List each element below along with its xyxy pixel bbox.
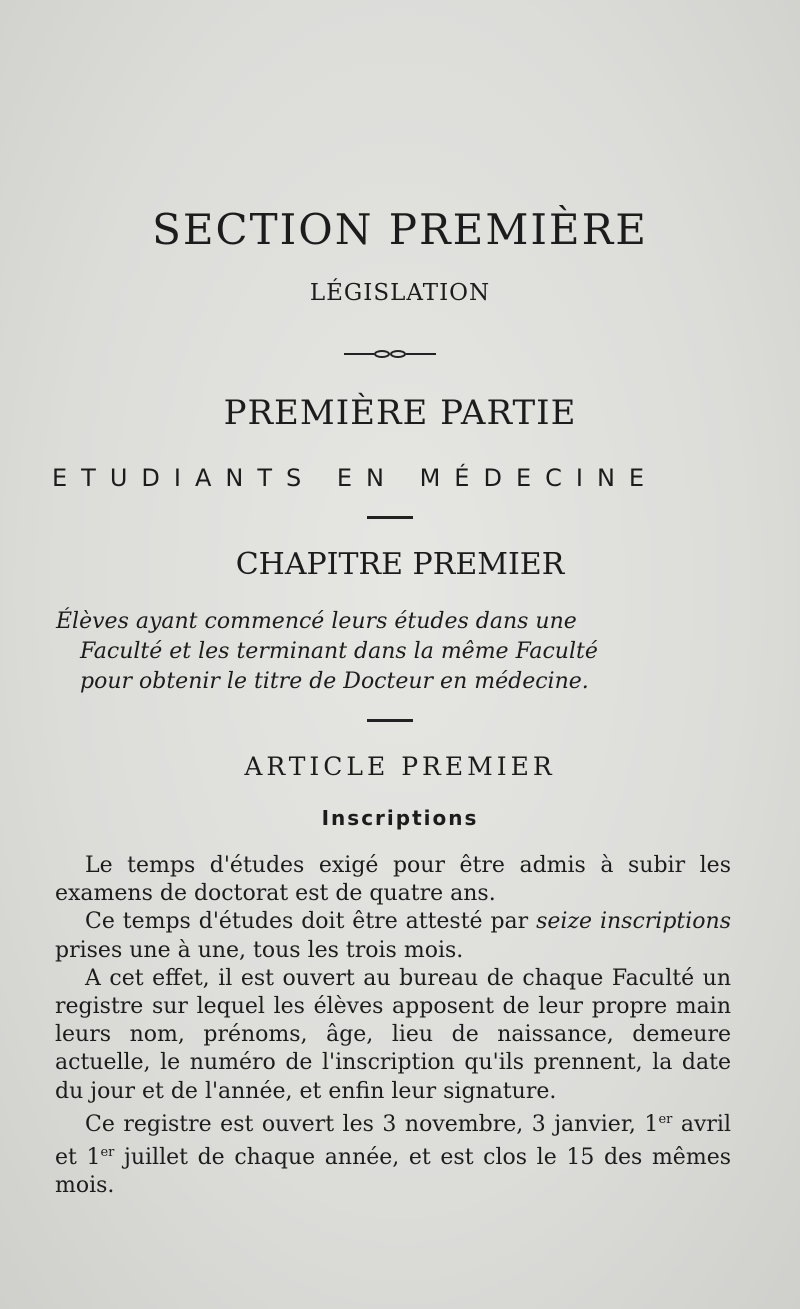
- chapter-title: CHAPITRE PREMIER: [235, 547, 565, 582]
- paragraph: [55, 908, 731, 964]
- article-body: [55, 852, 731, 1200]
- section-subtitle: LÉGISLATION: [309, 280, 491, 306]
- paragraph-text: prises une à une, tous les trois mois.: [55, 937, 464, 963]
- paragraph-text: juillet de chaque année, et est clos le 15 des mêmes mois.: [55, 1145, 732, 1199]
- part-subtitle: ETUDIANTS EN MÉDECINE: [52, 464, 659, 492]
- superscript: er: [100, 1145, 115, 1161]
- divider-rule: [367, 516, 413, 519]
- divider-rule: [367, 719, 413, 722]
- paragraph-text: Ce temps d'études doit être attesté par: [85, 909, 537, 935]
- ornament-divider-icon: [344, 350, 436, 358]
- article-title: ARTICLE PREMIER: [244, 752, 556, 781]
- paragraph: Le temps d'études exigé pour être admis à subir les examens de doctorat est de quatre ans.: [55, 853, 731, 907]
- paragraph-text: avril et 1: [55, 1111, 731, 1171]
- paragraph: A cet effet, il est ouvert au bureau de chaque Faculté un registre sur lequel les élèves apposent de leur propre main leurs nom, prénoms, âge, lieu de naissance, demeure actuelle, le numéro de l'inscription qu'ils prennent, la date du jour et de l'année, et enfin leur signature.: [55, 965, 731, 1104]
- part-title: PREMIÈRE PARTIE: [223, 393, 577, 433]
- superscript: er: [658, 1111, 673, 1127]
- paragraph-emphasis: seize inscriptions: [536, 909, 731, 935]
- paragraph: [55, 1106, 731, 1201]
- chapter-description-line: Faculté et les terminant dans la même Faculté: [80, 639, 598, 664]
- article-subtitle: Inscriptions: [321, 806, 479, 830]
- paragraph-text: Ce registre est ouvert les 3 novembre, 3 janvier, 1: [85, 1111, 659, 1137]
- chapter-description: [56, 607, 736, 697]
- section-title: SECTION PREMIÈRE: [152, 205, 648, 254]
- chapter-description-line: pour obtenir le titre de Docteur en médecine.: [80, 669, 589, 694]
- chapter-description-line: Élèves ayant commencé leurs études dans une: [56, 609, 577, 634]
